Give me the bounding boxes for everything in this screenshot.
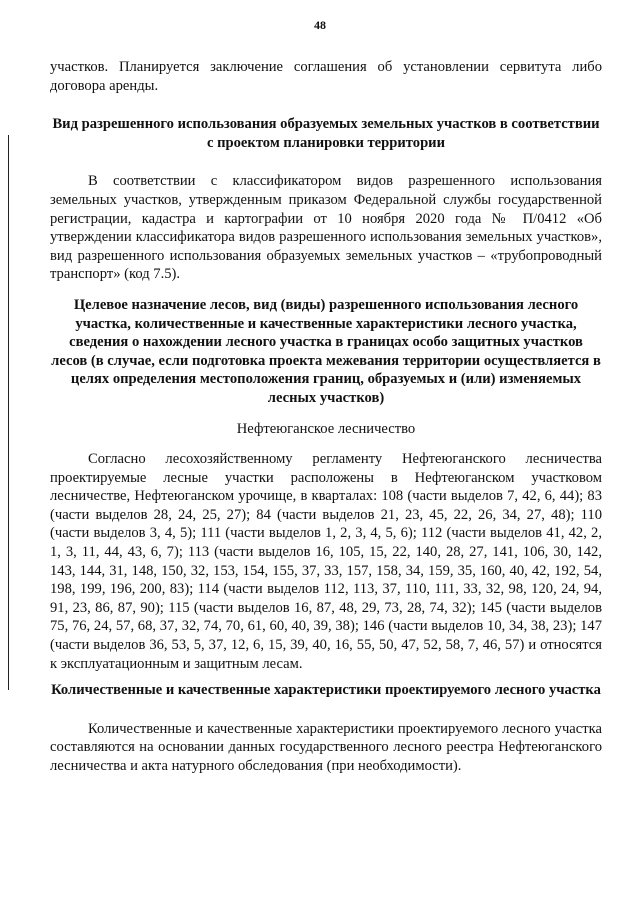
heading-forest-purpose: Целевое назначение лесов, вид (виды) разрешенного использования лесного участка, количественные и качественные характеристики лесного участка, сведения о нахождении лесного участка в границах особо защитных участков лесов (в случае, если подготовка проекта межевания территории осуществляется в целях определения местоположения границ, образуемых и (или) изменяемых лесных участков) [51,296,601,406]
heading-characteristics: Количественные и качественные характеристики проектируемого лесного участка [51,682,601,699]
heading-land-use: Вид разрешенного использования образуемых земельных участков в соответствии с проектом планировки территории [52,116,600,151]
paragraph-continuation: участков. Планируется заключение соглашения об установлении сервитута либо договора аренды. [50,59,602,94]
paragraph-forestry: Согласно лесохозяйственному регламенту Нефтеюганского лесничества проектируемые лесные участки расположены в Нефтеюганском участковом лесничестве, Нефтеюганском урочище, в кварталах: 108 (части выделов 7, 42, 6, 44); 83 (части выделов 28, 24, 25, 27); 84 (части выделов 21, 23, 45, 22, 26, 34, 27, 48); 110 (части выделов 3, 4, 5); 111 (части выделов 1, 2, 3, 4, 5, 6); 112 (части выделов 41, 42, 2, 1, 3, 11, 44, 43, 6, 7); 113 (части выделов 16, 105, 15, 22, 140, 28, 27, 141, 106, 30, 142, 143, 144, 31, 148, 150, 32, 153, 154, 155, 37, 33, 157, 158, 34, 159, 35, 160, 40, 42, 192, 54, 198, 199, 196, 200, 83); 114 (части выделов 112, 113, 37, 110, 111, 33, 32, 98, 120, 24, 94, 91, 23, 86, 87, 90); 115 (части выделов 16, 87, 48, 29, 73, 28, 74, 32); 145 (части выделов 75, 76, 24, 57, 68, 37, 32, 74, 70, 61, 60, 40, 39, 38); 146 (части выделов 10, 34, 38, 23); 147 (части выделов 36, 53, 5, 37, 12, 6, 15, 39, 40, 16, 55, 50, 47, 52, 58, 7, 46, 57) и относятся к эксплуатационным и защитным лесам. [50,451,602,672]
document-body [50,58,602,776]
paragraph-land-use: В соответствии с классификатором видов разрешенного использования земельных участков, утвержденным приказом Федеральной службы государственной регистрации, кадастра и картографии от 10 ноября 2020 года № П/0412 «Об утверждении классификатора видов разрешенного использования земельных участков», вид разрешенного использования образуемых земельных участков – «трубопроводный транспорт» (код 7.5). [50,173,602,283]
page-number: 48 [314,18,326,32]
paragraph-characteristics: Количественные и качественные характеристики проектируемого лесного участка составляются на основании данных государственного лесного реестра Нефтеюганского лесничества и акта натурного обследования (при необходимости). [50,720,602,774]
forestry-name: Нефтеюганское лесничество [236,420,416,437]
margin-rule [8,135,9,690]
